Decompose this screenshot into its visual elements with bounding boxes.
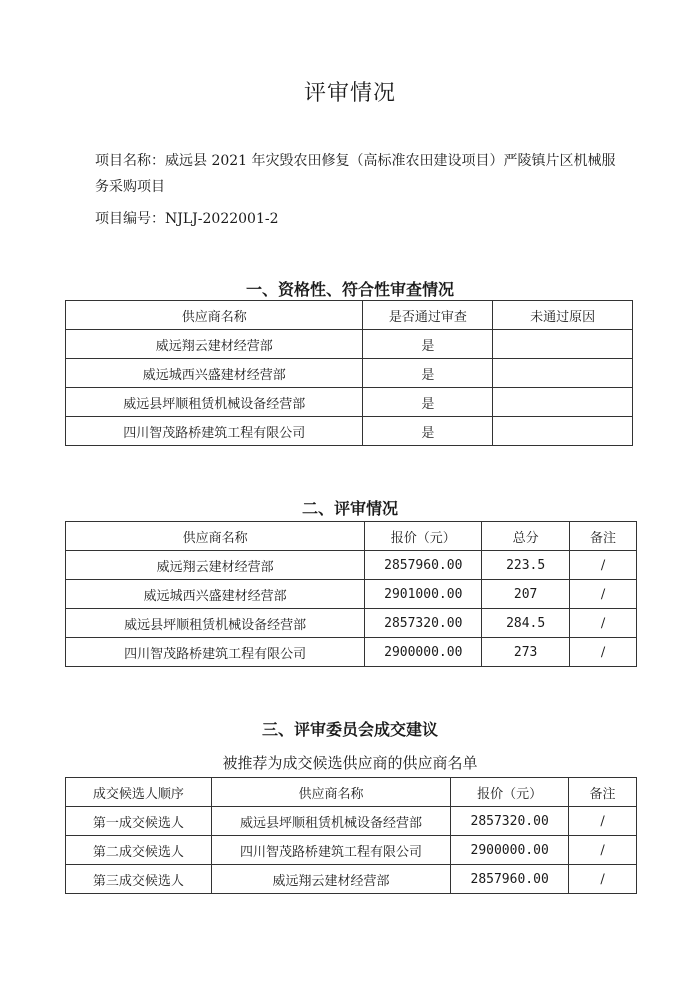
- header-supplier: 供应商名称: [66, 522, 365, 551]
- table-row: [66, 807, 637, 836]
- table-row: [66, 609, 637, 638]
- price-cell: 2857320.00: [451, 807, 569, 836]
- score-cell: 223.5: [482, 551, 570, 580]
- reason-cell: [493, 388, 633, 417]
- supplier-cell: 威远县坪顺租赁机械设备经营部: [211, 807, 450, 836]
- section1-heading: 一、资格性、符合性审查情况: [245, 280, 454, 299]
- header-note: 备注: [570, 522, 637, 551]
- project-number-value: NJLJ-2022001-2: [165, 211, 279, 227]
- table-header-row: [66, 778, 637, 807]
- score-cell: 273: [482, 638, 570, 667]
- project-number-line: [95, 208, 279, 228]
- project-number-label: 项目编号：: [95, 211, 165, 227]
- rank-cell: 第二成交候选人: [66, 836, 212, 865]
- section2-heading: 二、评审情况: [301, 499, 398, 518]
- supplier-cell: 威远翔云建材经营部: [211, 865, 450, 894]
- passed-cell: 是: [363, 359, 493, 388]
- passed-cell: 是: [363, 330, 493, 359]
- table-row: [66, 551, 637, 580]
- note-cell: /: [570, 551, 637, 580]
- price-cell: 2900000.00: [365, 638, 482, 667]
- header-supplier: 供应商名称: [211, 778, 450, 807]
- table-row: [66, 417, 633, 446]
- header-note: 备注: [569, 778, 637, 807]
- price-cell: 2857960.00: [451, 865, 569, 894]
- supplier-cell: 四川智茂路桥建筑工程有限公司: [66, 638, 365, 667]
- recommendation-table: [65, 777, 637, 894]
- price-cell: 2900000.00: [451, 836, 569, 865]
- note-cell: /: [569, 865, 637, 894]
- supplier-cell: 威远翔云建材经营部: [66, 551, 365, 580]
- header-supplier: 供应商名称: [66, 301, 363, 330]
- supplier-cell: 四川智茂路桥建筑工程有限公司: [211, 836, 450, 865]
- supplier-cell: 四川智茂路桥建筑工程有限公司: [66, 417, 363, 446]
- table-row: [66, 388, 633, 417]
- supplier-cell: 威远县坪顺租赁机械设备经营部: [66, 609, 365, 638]
- supplier-cell: 威远翔云建材经营部: [66, 330, 363, 359]
- price-cell: 2857320.00: [365, 609, 482, 638]
- note-cell: /: [570, 638, 637, 667]
- supplier-cell: 威远城西兴盛建材经营部: [66, 580, 365, 609]
- supplier-cell: 威远县坪顺租赁机械设备经营部: [66, 388, 363, 417]
- reason-cell: [493, 417, 633, 446]
- table-header-row: [66, 301, 633, 330]
- price-cell: 2901000.00: [365, 580, 482, 609]
- price-cell: 2857960.00: [365, 551, 482, 580]
- supplier-cell: 威远城西兴盛建材经营部: [66, 359, 363, 388]
- rank-cell: 第一成交候选人: [66, 807, 212, 836]
- table-row: [66, 359, 633, 388]
- project-name-line2: 务采购项目: [95, 179, 165, 195]
- table-row: [66, 638, 637, 667]
- rank-cell: 第三成交候选人: [66, 865, 212, 894]
- score-cell: 207: [482, 580, 570, 609]
- header-rank: 成交候选人顺序: [66, 778, 212, 807]
- qualification-table: [65, 300, 633, 446]
- header-score: 总分: [482, 522, 570, 551]
- project-name-value: 威远县 2021 年灾毁农田修复（高标准农田建设项目）严陵镇片区机械服: [165, 153, 616, 169]
- note-cell: /: [569, 836, 637, 865]
- note-cell: /: [570, 609, 637, 638]
- note-cell: /: [570, 580, 637, 609]
- section3-heading: 三、评审委员会成交建议: [261, 720, 438, 739]
- project-name-label: 项目名称：: [95, 153, 165, 169]
- passed-cell: 是: [363, 417, 493, 446]
- header-price: 报价（元）: [365, 522, 482, 551]
- document-title: 评审情况: [303, 81, 396, 106]
- evaluation-table: [65, 521, 637, 667]
- reason-cell: [493, 359, 633, 388]
- header-reason: 未通过原因: [493, 301, 633, 330]
- table-header-row: [66, 522, 637, 551]
- note-cell: /: [569, 807, 637, 836]
- section3-subheading: 被推荐为成交候选供应商的供应商名单: [222, 754, 478, 772]
- table-row: [66, 580, 637, 609]
- header-price: 报价（元）: [451, 778, 569, 807]
- score-cell: 284.5: [482, 609, 570, 638]
- header-passed: 是否通过审查: [363, 301, 493, 330]
- table-row: [66, 330, 633, 359]
- passed-cell: 是: [363, 388, 493, 417]
- table-row: [66, 865, 637, 894]
- reason-cell: [493, 330, 633, 359]
- project-name-line1: [95, 150, 616, 170]
- table-row: [66, 836, 637, 865]
